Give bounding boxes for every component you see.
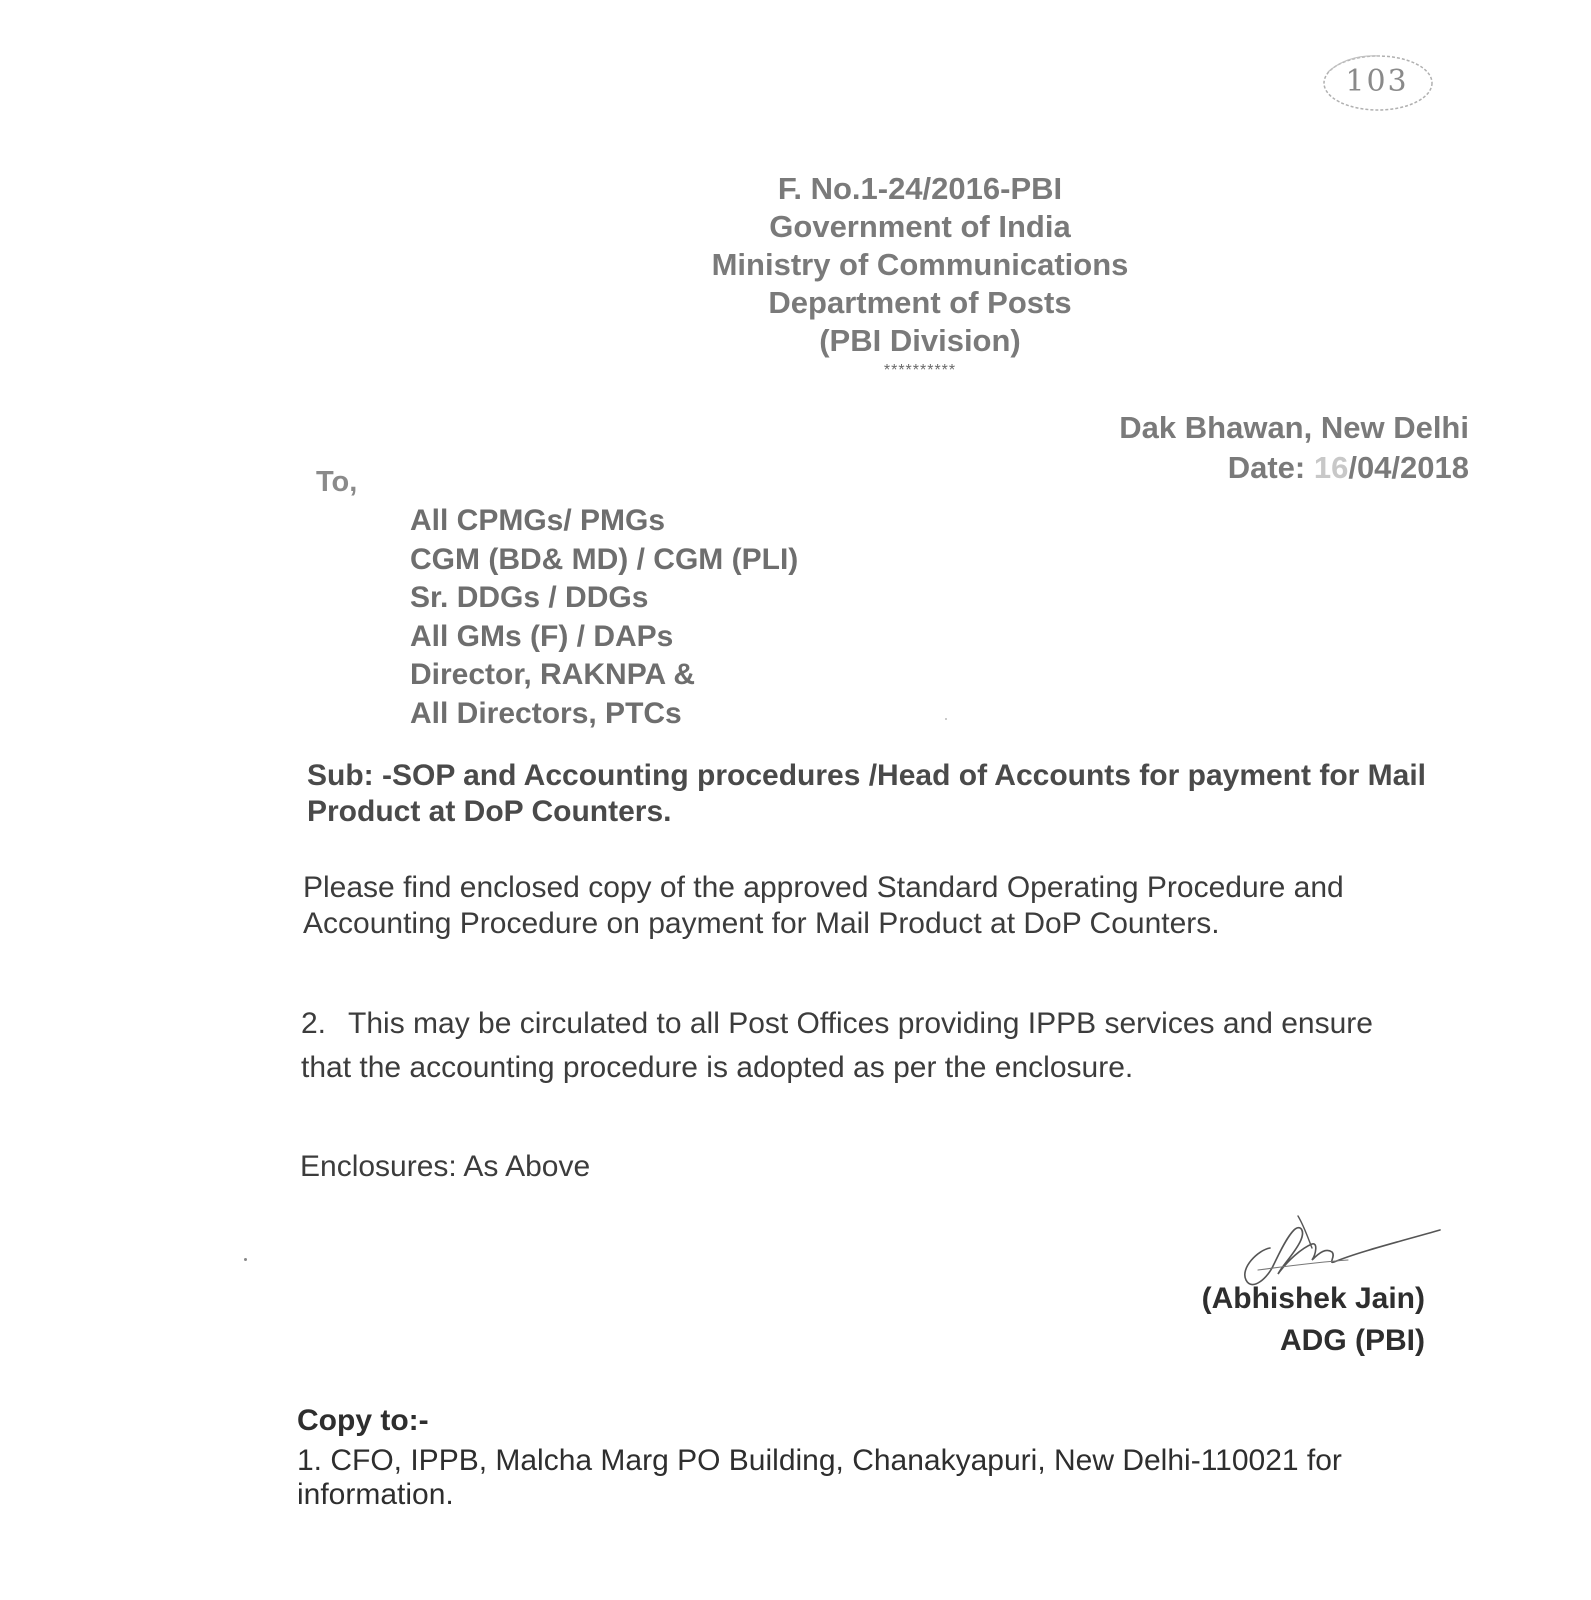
scan-speck	[244, 1258, 247, 1261]
department-line: Department of Posts	[768, 285, 1072, 320]
scan-speck	[945, 718, 947, 720]
ministry-line: Ministry of Communications	[711, 247, 1129, 282]
paragraph-2-text: This may be circulated to all Post Offices providing IPPB services and ensure that the accounting procedure is adopted as per the enclosure.	[301, 1007, 1373, 1084]
enclosures-line: Enclosures: As Above	[300, 1150, 591, 1183]
signatory-block	[1202, 1278, 1425, 1362]
place-and-date	[1119, 408, 1469, 488]
recipient: All CPMGs/ PMGs	[410, 504, 666, 537]
recipient: All GMs (F) / DAPs	[410, 619, 674, 653]
date-line	[1119, 448, 1469, 488]
date-month-year: /04/2018	[1348, 450, 1469, 485]
paragraph-number: 2.	[301, 1007, 327, 1040]
government-line: Government of India	[769, 209, 1071, 244]
place: Dak Bhawan, New Delhi	[1119, 410, 1469, 445]
page-number: 103	[1345, 64, 1409, 99]
copy-to-section	[297, 1404, 1447, 1512]
signatory-name: (Abhishek Jain)	[1201, 1282, 1425, 1315]
page-number-stamp	[1318, 52, 1436, 114]
to-label: To,	[316, 466, 358, 498]
separator-stars: **********	[883, 362, 957, 379]
paragraph-2	[301, 1002, 1431, 1090]
paragraph-1: Please find enclosed copy of the approved Standard Operating Procedure and Accounting Procedure on payment for Mail Product at DoP Counters.	[303, 871, 1344, 940]
subject-line: Sub: -SOP and Accounting procedures /Head of Accounts for payment for Mail Product at DoP Counters.	[307, 759, 1427, 828]
letterhead	[600, 170, 1240, 382]
signatory-designation: ADG (PBI)	[1280, 1324, 1425, 1357]
file-number: F. No.1-24/2016-PBI	[777, 171, 1063, 206]
division-line: (PBI Division)	[819, 323, 1021, 358]
recipient: CGM (BD& MD) / CGM (PLI)	[410, 542, 799, 576]
copy-to-heading: Copy to:-	[297, 1404, 429, 1437]
recipient: All Directors, PTCs	[410, 696, 682, 730]
recipient: Director, RAKNPA &	[410, 658, 696, 691]
date-day: 16	[1313, 450, 1349, 485]
recipient-list	[410, 502, 798, 733]
copy-to-item: 1. CFO, IPPB, Malcha Marg PO Building, Chanakyapuri, New Delhi-110021 for information.	[297, 1444, 1342, 1511]
date-label: Date:	[1227, 450, 1306, 485]
recipient: Sr. DDGs / DDGs	[410, 581, 649, 614]
